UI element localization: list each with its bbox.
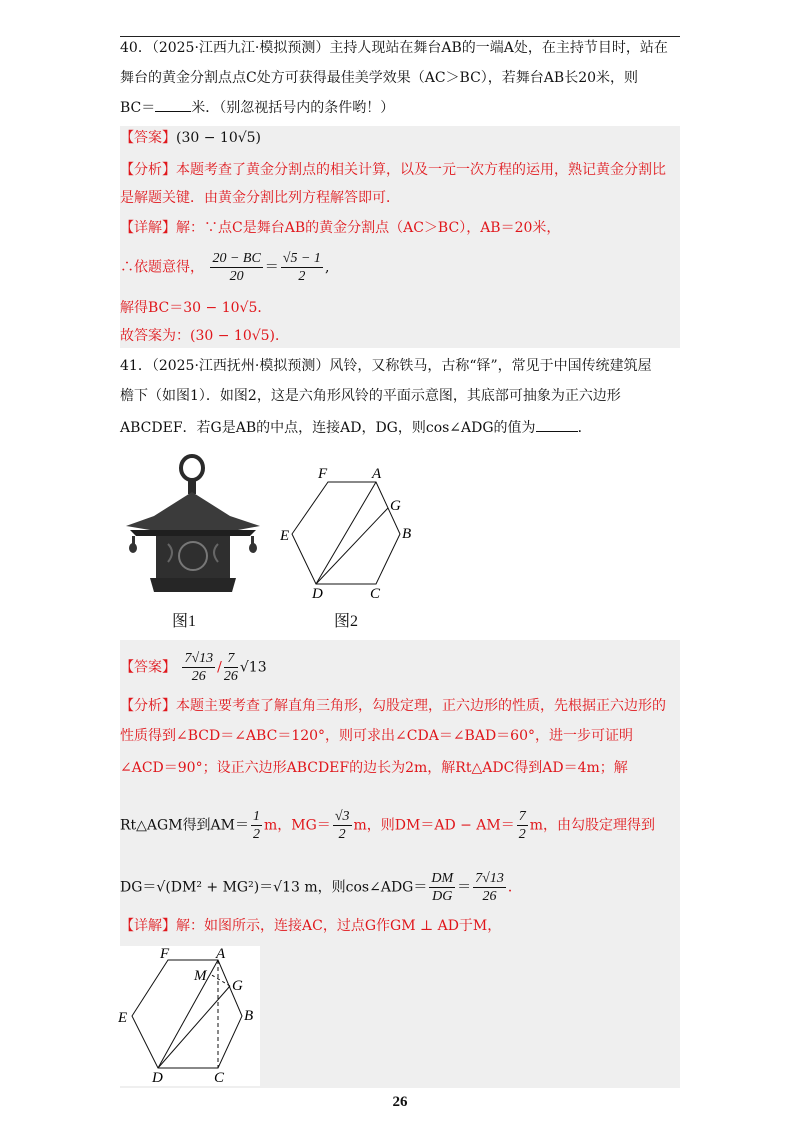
hexagon-diagram-detail	[118, 946, 260, 1086]
q41-analysis-1: 【分析】本题主要考查了解直角三角形，勾股定理，正六边形的性质，先根据正六边形的	[120, 698, 666, 714]
q41-analysis-5: DG＝√(DM² + MG²)＝√13 m，则cos∠ADG＝ $\frac{DM}{DG}$ ＝ $\frac{7√13}{26}$ ．	[120, 871, 522, 904]
page-number: 26	[392, 1094, 408, 1110]
q40-tail: 米．（别忽视括号内的条件哟！）	[191, 100, 395, 116]
detail-label-B: B	[244, 1008, 254, 1024]
answer-fraction-1: $\frac{7√13}{26}$	[184, 651, 214, 684]
detail-label-C: C	[214, 1070, 225, 1086]
q40-detail-4: 故答案为：(30 − 10√5)．	[120, 328, 290, 344]
q40-detail-1: 【详解】解：∵点C是舞台AB的黄金分割点（AC＞BC），AB＝20米，	[120, 220, 561, 236]
label-D: D	[312, 586, 323, 600]
detail-label-G: G	[232, 978, 243, 994]
q40-analysis-1: 【分析】本题考查了黄金分割点的相关计算，以及一元一次方程的运用，熟记黄金分割比	[120, 162, 666, 178]
q40-line-3	[120, 98, 394, 118]
detail-label-A: A	[216, 946, 226, 962]
detail-label-D: D	[152, 1070, 163, 1086]
q40-bc-label: BC＝	[120, 100, 156, 116]
label-C: C	[370, 586, 381, 600]
q40-detail-3: 解得BC＝30 − 10√5．	[120, 300, 272, 316]
q41-analysis-2: 性质得到∠BCD＝∠ABC＝120°，则可求出∠CDA＝∠BAD＝60°，进一步可证明	[120, 728, 633, 744]
q41-line-1: 41．（2025·江西抚州·模拟预测）风铃，又称铁马，古称“铎”，常见于中国传统建筑屋	[120, 358, 652, 374]
q40-answer-blank	[155, 111, 191, 112]
figure-1-caption: 图1	[172, 613, 197, 630]
header-rule	[120, 36, 680, 37]
q40-line-1: 40．（2025·江西九江·模拟预测）主持人现站在舞台AB的一端A处，在主持节目时，站在	[120, 40, 668, 56]
answer-fraction-2: $\frac{7}{26}$	[223, 651, 238, 684]
q41-analysis-3: ∠ACD＝90°；设正六边形ABCDEF的边长为2m，解Rt△ADC得到AD＝4m；解	[120, 760, 628, 776]
q41-line-2: 檐下（如图1）．如图2，这是六角形风铃的平面示意图，其底部可抽象为正六边形	[120, 388, 621, 404]
q40-line-2: 舞台的黄金分割点点C处方可获得最佳美学效果（AC＞BC），若舞台AB长20米，则	[120, 70, 639, 86]
label-F: F	[318, 466, 328, 482]
q41-detail-1: 【详解】解：如图所示，连接AC，过点G作GM ⊥ AD于M，	[120, 918, 502, 934]
eq-right-fraction: $\frac{√5 - 1}{2}$	[282, 251, 321, 284]
q41-answer: 【答案】 $\frac{7√13}{26}$ / $\frac{7}{26}$ √13	[120, 651, 267, 684]
q40-detail-equation: ∴依题意得， $\frac{20 - BC}{20}$ ＝ $\frac{√5 - 1}{2}$ ,	[120, 251, 330, 284]
q41-line-3: ABCDEF．若G是AB的中点，连接AD，DG，则cos∠ADG的值为 ．	[120, 420, 592, 436]
eq-left-fraction: $\frac{20 - BC}{20}$	[212, 251, 261, 284]
detail-label-E: E	[118, 1010, 128, 1026]
detail-label-M: M	[194, 968, 207, 984]
label-B: B	[402, 526, 412, 542]
q41-answer-blank	[536, 431, 578, 432]
wind-chime-lantern-image	[120, 452, 270, 602]
label-E: E	[280, 528, 290, 544]
label-G: G	[390, 498, 401, 514]
q40-analysis-2: 是解题关键．由黄金分割比列方程解答即可．	[120, 190, 400, 206]
label-A: A	[372, 466, 382, 482]
detail-label-F: F	[160, 946, 170, 962]
q41-analysis-4: Rt△AGM得到AM＝ $\frac{1}{2}$ m，MG＝ $\frac{√3}{2}$ m，则DM＝AD − AM＝ $\frac{7}{2}$ m，由勾股定理得到	[120, 809, 656, 842]
q40-answer-value: (30 − 10√5)	[176, 130, 262, 146]
hexagon-diagram-fig2	[280, 460, 420, 600]
q40-answer: 【答案】(30 − 10√5)	[120, 130, 262, 146]
figure-2-caption: 图2	[334, 613, 359, 630]
